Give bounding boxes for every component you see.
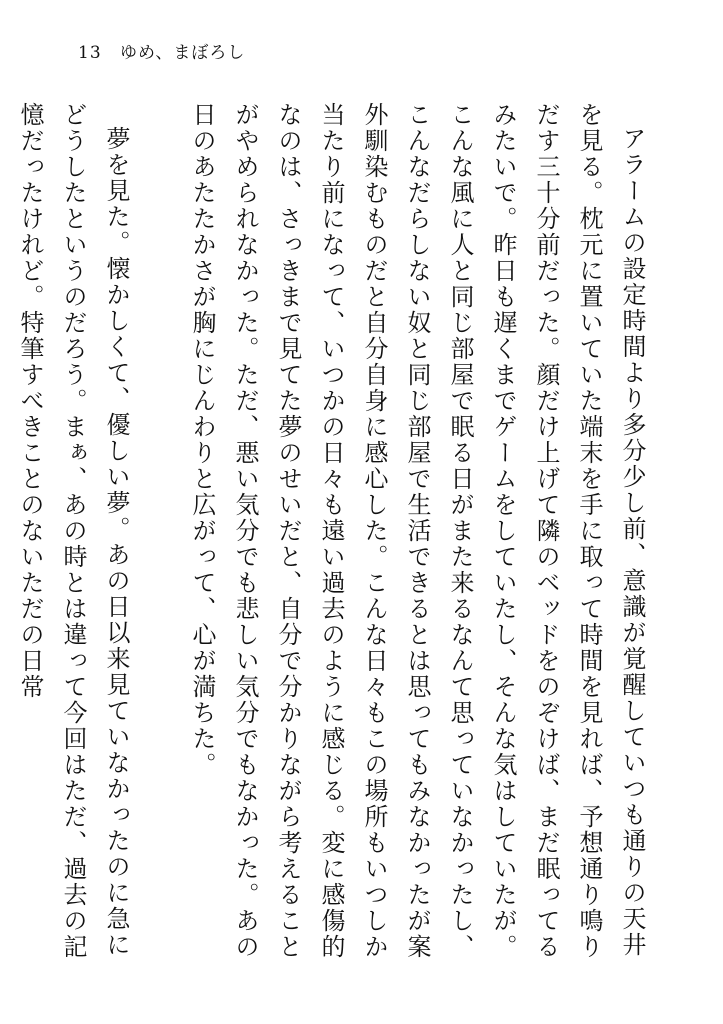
paragraph-gap: [137, 102, 180, 972]
page-number: 13: [78, 43, 102, 63]
running-header: [78, 38, 245, 63]
vertical-body-text: [16, 102, 653, 972]
paragraph-1: アラームの設定時間より多分少し前、意識が覚醒していつも通りの天井を見る。枕元に置いていた端末を手に取って時間を見れば、予想通り鳴りだす三十分前だった。顔だけ上げて隣のベッドをのぞけば、まだ眠ってるみたいで。昨日も遅くまでゲームをしていたし、そんな気はしていたが。こんな風に人と同じ部屋で眠る日がまた来るなんて思っていなかったし、こんなだらしない奴と同じ部屋で生活できるとは思ってもみなかったが案外馴染むものだと自分自身に感心した。こんな日々もこの場所もいつしか当たり前になって、いつかの日々も遠い過去のように感じる。変に感傷的なのは、さっきまで見てた夢のせいだと、自分で分かりながら考えることがやめられなかった。ただ、悪い気分でも悲しい気分でもなかった。あの日のあたたかさが胸にじんわりと広がって、心が満ちた。: [188, 102, 646, 960]
chapter-title: ゆめ、まぼろし: [120, 43, 246, 63]
paragraph-2: 夢を見た。懐かしくて、優しい夢。あの日以来見ていなかったのに急にどうしたというのだろう。まぁ、あの時とは違って今回はただ、過去の記憶だったけれど。特筆すべきことのないただの日常: [16, 102, 130, 960]
